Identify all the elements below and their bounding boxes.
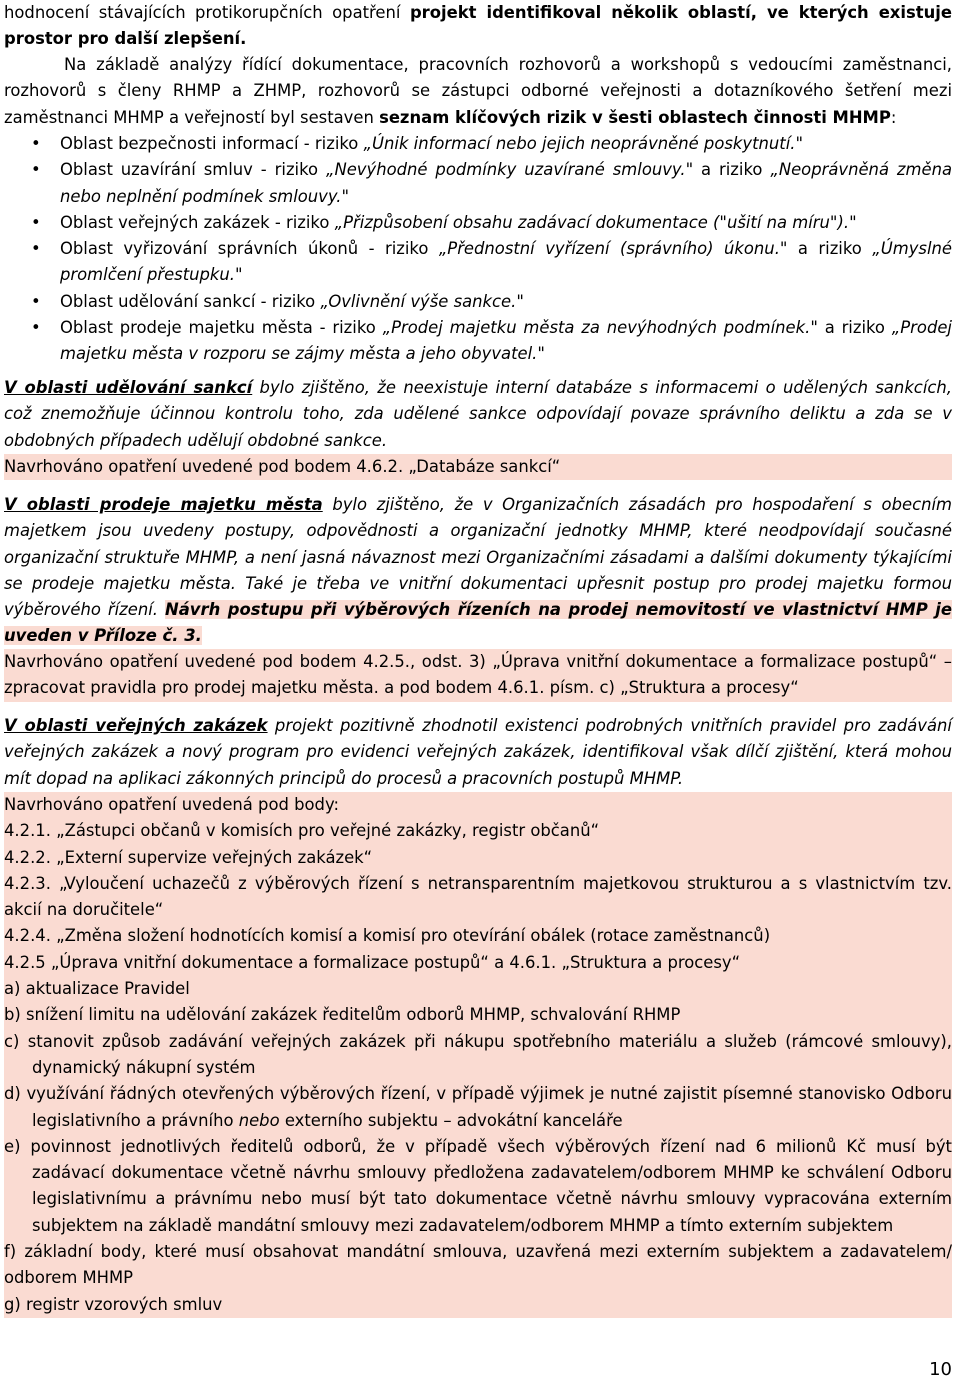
intro-line-text: hodnocení stávajících protikorupčních opatření [4, 3, 410, 22]
intro-p2-bold: seznam klíčových rizik v šesti oblastech činnosti MHMP [379, 107, 891, 127]
bullet-icon: • [31, 160, 41, 180]
item-d-end: externího subjektu – advokátní kanceláře [279, 1110, 623, 1130]
measure-subitem [4, 1081, 952, 1134]
risk-end: " [341, 186, 350, 206]
page-number: 10 [929, 1359, 952, 1380]
sankce-text: bylo zjištěno, že neexistuje interní databáze s informacemi o udělených sankcích, což znemožňuje účinnou kontrolu toho, zda udělené sankce odpovídají povaze správního deliktu a zda se v obdobných případech udělují obdobné sankce. [4, 378, 952, 450]
intro-p2-text: Na základě analýzy řídící dokumentace, pracovních rozhovorů a workshopů s vedoucími zaměstnanci, rozhovorů s členy RHMP a ZHMP, rozhovorů se zástupci odborné veřejnosti a dotazníkového šetření mezi zaměstnanci MHMP a veřejností byl sestaven [4, 55, 952, 127]
risk-end: " [537, 344, 545, 364]
bullet-icon: • [31, 239, 41, 259]
risk-name: „Přizpůsobení obsahu zadávací dokumentace ("ušití na míru"). [334, 212, 850, 232]
zakazky-heading: V oblasti veřejných zakázek [4, 716, 268, 735]
bullet-icon: • [31, 318, 41, 338]
sankce-measure [4, 454, 952, 480]
measure-item: 4.2.1. „Zástupci občanů v komisích pro veřejné zakázky, registr občanů“ [4, 821, 600, 841]
prodej-paragraph [4, 492, 952, 650]
risk-connector: " a riziko [810, 318, 892, 338]
sankce-measure-text: Navrhováno opatření uvedené pod bodem 4.6.2. „Databáze sankcí“ [4, 457, 561, 476]
intro-bold-text: projekt identifikoval několik oblastí, ve kterých existuje prostor pro další zlepšení. [4, 3, 952, 49]
zakazky-measures-block [4, 792, 952, 1318]
zakazky-measures-intro: Navrhováno opatření uvedená pod body: [4, 795, 339, 814]
risk-area: Oblast prodeje majetku města - riziko [60, 318, 383, 338]
intro-paragraph-1 [4, 0, 952, 53]
measure-item: 4.2.4. „Změna složení hodnotících komisí a komisí pro otevírání obálek (rotace zaměstnanců) [4, 926, 771, 946]
sankce-paragraph [4, 375, 952, 454]
zakazky-paragraph [4, 713, 952, 792]
measure-subitem: f) základní body, které musí obsahovat mandátní smlouva, uzavřená mezi externím subjektem a zadavatelem/ odborem MHMP [4, 1242, 952, 1288]
intro-p2-end: : [890, 107, 897, 127]
intro-paragraph-2 [4, 52, 952, 131]
prodej-measure [4, 649, 952, 702]
risk-connector: " a riziko [685, 160, 771, 180]
item-d-italic: nebo [238, 1110, 280, 1130]
risk-connector: " [795, 134, 804, 153]
risk-connector: " a riziko [779, 239, 873, 259]
prodej-measure-text: Navrhováno opatření uvedené pod bodem 4.2.5., odst. 3) „Úprava vnitřní dokumentace a formalizace postupů“ – zpracovat pravidla pro prodej majetku města. a pod bodem 4.6.1. písm. c) „Struktura a procesy“ [4, 652, 952, 698]
risk-area: Oblast udělování sankcí - riziko [60, 291, 321, 311]
risk-item [4, 289, 952, 315]
risk-list [4, 131, 952, 368]
risk-area: Oblast bezpečnosti informací - riziko [60, 134, 364, 153]
risk-item [4, 236, 952, 289]
zakazky-text: projekt pozitivně zhodnotil existenci podrobných vnitřních pravidel pro zadávání veřejných zakázek a nový program pro evidenci veřejných zakázek, identifikoval však dílčí zjištění, která mohou mít dopad na aplikaci zákonných principů do procesů a pracovních postupů MHMP. [4, 716, 952, 788]
prodej-text: bylo zjištěno, že v Organizačních zásadách pro hospodaření s obecním majetkem jsou uvedeny postupy, odpovědnosti a organizační jednotky MHMP, které neodpovídají současné organizační struktuře MHMP, a není jasná návaznost mezi Organizačními zásadami a dalšími dokumenty týkajícími se prodeje majetku města. Také je třeba ve vnitřní dokumentaci upřesnit postup pro prodej majetku formou výběrového řízení. [4, 495, 952, 620]
prodej-bold-note: Návrh postupu při výběrových řízeních na prodej nemovitostí ve vlastnictví HMP je uveden v [4, 600, 952, 646]
risk-end: " [235, 265, 243, 285]
sankce-heading: V oblasti udělování sankcí [4, 378, 253, 397]
measure-item: 4.2.2. „Externí supervize veřejných zakázek“ [4, 847, 373, 867]
bullet-icon: • [31, 212, 41, 232]
risk-item [4, 315, 952, 368]
risk-name: „Únik informací nebo jejich neoprávněné poskytnutí. [363, 134, 796, 153]
risk-name-2: „Neoprávněná změna nebo neplnění podmínek smlouvy. [60, 160, 952, 206]
risk-name: „Nevýhodné podmínky uzavírané smlouvy. [325, 160, 686, 180]
prodej-attachment-ref: Příloze č. 3. [94, 626, 202, 646]
risk-connector: " [849, 212, 857, 232]
risk-area: Oblast veřejných zakázek - riziko [60, 212, 335, 232]
measure-subitem: b) snížení limitu na udělování zakázek ředitelům odborů MHMP, schvalování RHMP [4, 1005, 681, 1025]
risk-area: Oblast uzavírání smluv - riziko [60, 160, 326, 180]
risk-name-2: „Úmyslné promlčení přestupku. [60, 239, 952, 285]
risk-name: „Přednostní vyřízení (správního) úkonu. [438, 239, 780, 259]
risk-item [4, 131, 952, 157]
bullet-icon: • [31, 291, 41, 311]
bullet-icon: • [31, 134, 41, 153]
measure-subitem: g) registr vzorových smluv [4, 1294, 223, 1314]
risk-item [4, 157, 952, 210]
prodej-heading: V oblasti prodeje majetku města [4, 495, 323, 514]
measure-subitem: e) povinnost jednotlivých ředitelů odborů, že v případě všech výběrových řízení nad 6 milionů Kč musí být zadávací dokumentace včetně návrhu smlouvy předložena zadavatelem/odborem MHMP ke schválení Odboru legislativnímu a právnímu nebo musí být tato dokumentace včetně návrhu smlouvy vypracována externím subjektem na základě mandátní smlouvy mezi zadavatelem/odborem MHMP a tímto externím subjektem [4, 1136, 952, 1235]
risk-name: „Prodej majetku města za nevýhodných podmínek. [382, 318, 811, 338]
measure-subitem: c) stanovit způsob zadávání veřejných zakázek při nákupu spotřebního materiálu a služeb (rámcové smlouvy), dynamický nákupní systém [4, 1031, 952, 1077]
measure-subitem: a) aktualizace Pravidel [4, 979, 190, 999]
measure-item: 4.2.5 „Úprava vnitřní dokumentace a formalizace postupů“ a 4.6.1. „Struktura a procesy“ [4, 952, 741, 972]
risk-item [4, 210, 952, 236]
measure-item: 4.2.3. „Vyloučení uchazečů z výběrových řízení s netransparentním majetkovou strukturou a s vlastnictvím tzv. akcií na doručitele“ [4, 873, 952, 920]
risk-area: Oblast vyřizování správních úkonů - riziko [60, 239, 439, 259]
risk-name-2: „Prodej majetku města v rozporu se zájmy města a jeho obyvatel. [60, 318, 952, 364]
item-d-text: d) využívání řádných otevřených výběrových řízení, v případě výjimek je nutné zajistit písemné stanovisko Odboru legislativního a právního [4, 1084, 952, 1130]
risk-connector: " [516, 291, 524, 311]
risk-name: „Ovlivnění výše sankce. [320, 291, 517, 311]
